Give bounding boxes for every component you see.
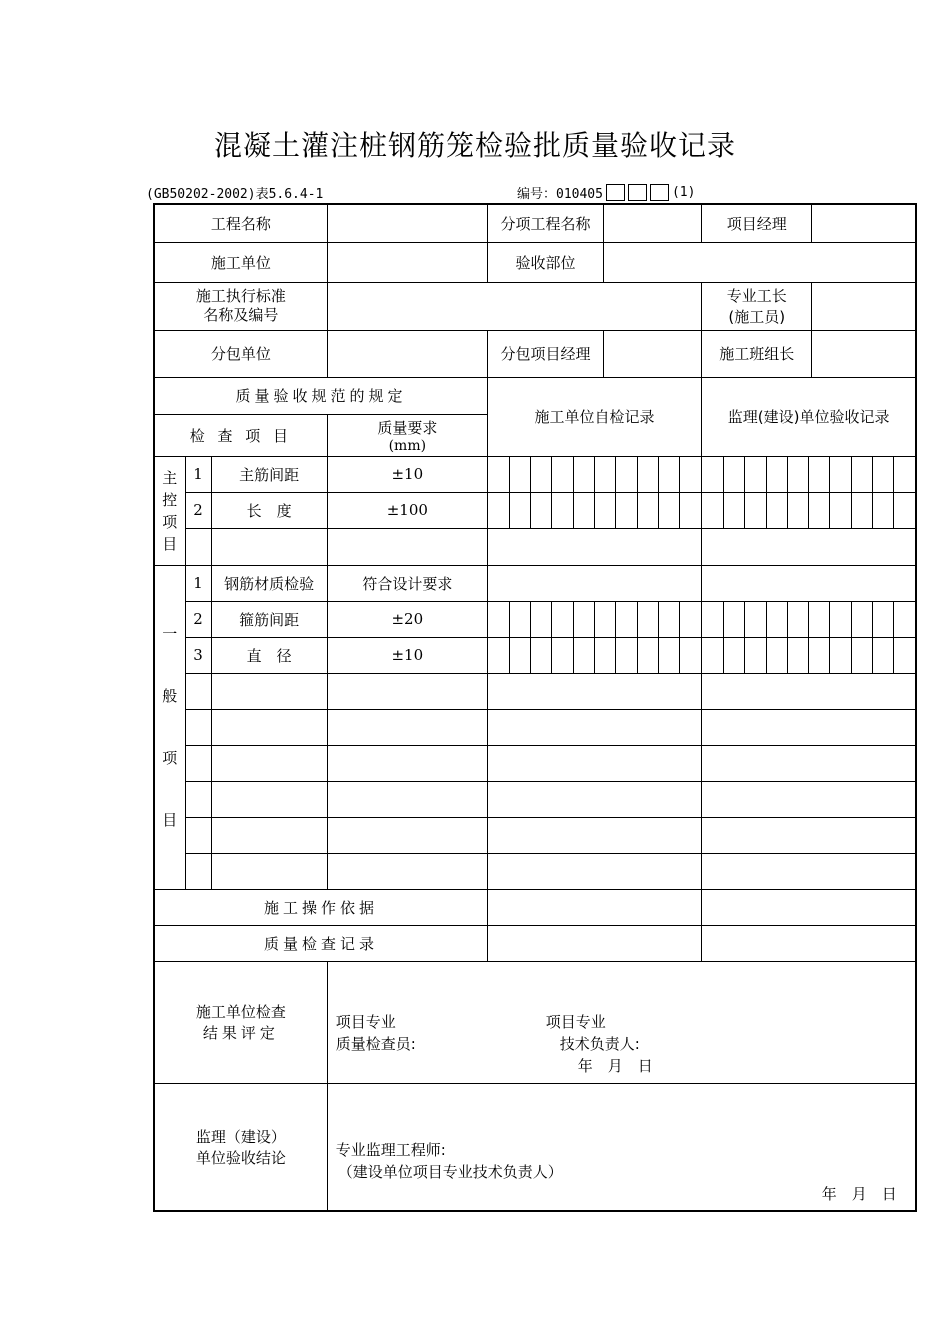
measurement-cell[interactable] xyxy=(830,493,851,528)
empty-cell xyxy=(185,673,211,709)
measurement-cell[interactable] xyxy=(658,638,679,673)
construction-unit-label: 施工单位 xyxy=(154,242,327,282)
measurement-cell[interactable] xyxy=(894,493,915,528)
supervision-check-record[interactable] xyxy=(702,745,916,781)
measurement-cell[interactable] xyxy=(531,457,552,492)
self-check-cells[interactable] xyxy=(487,637,701,673)
empty-cell xyxy=(185,853,211,889)
empty-cell xyxy=(211,709,327,745)
supervision-check-record[interactable] xyxy=(702,528,916,565)
measurement-cell[interactable] xyxy=(658,457,679,492)
measurement-cell[interactable] xyxy=(509,493,530,528)
measurement-cell[interactable] xyxy=(488,493,509,528)
supervision-engineer: 专业监理工程师: xyxy=(335,1140,446,1159)
operation-basis-self[interactable] xyxy=(487,889,701,925)
measurement-cell[interactable] xyxy=(723,493,744,528)
empty-cell xyxy=(327,745,487,781)
measurement-cell[interactable] xyxy=(637,602,658,637)
team-leader-value[interactable] xyxy=(812,330,916,377)
main-item-no-empty xyxy=(185,528,211,565)
sub-manager-label: 分包项目经理 xyxy=(487,330,603,377)
serial-box-2[interactable] xyxy=(628,184,647,201)
supervision-conclusion-content[interactable] xyxy=(327,1083,916,1211)
measurement-cell[interactable] xyxy=(616,602,637,637)
measurement-cell[interactable] xyxy=(809,602,830,637)
measurement-cell[interactable] xyxy=(552,457,573,492)
main-item-no: 2 xyxy=(185,492,211,528)
measurement-cell[interactable] xyxy=(894,602,915,637)
measurement-cell[interactable] xyxy=(488,457,509,492)
measurement-cell[interactable] xyxy=(616,493,637,528)
supervision-check-cells[interactable] xyxy=(702,601,916,637)
measurement-cell[interactable] xyxy=(723,457,744,492)
measurement-grid xyxy=(702,638,915,673)
general-item-requirement: ±20 xyxy=(327,601,487,637)
measurement-cell[interactable] xyxy=(830,602,851,637)
measurement-cell[interactable] xyxy=(573,638,594,673)
general-items-char-2: 般 xyxy=(162,687,178,705)
empty-cell xyxy=(185,709,211,745)
supervision-check-record[interactable] xyxy=(702,709,916,745)
measurement-cell[interactable] xyxy=(594,457,615,492)
measurement-grid xyxy=(488,457,701,492)
measurement-cell[interactable] xyxy=(531,602,552,637)
project-manager-label: 项目经理 xyxy=(702,204,812,242)
owner-representative: （建设单位项目专业技术负责人） xyxy=(337,1162,563,1181)
main-items-label xyxy=(154,456,185,565)
foreman-line1: 专业工长 xyxy=(726,287,787,305)
measurement-cell[interactable] xyxy=(830,638,851,673)
operation-basis-supervision[interactable] xyxy=(702,889,916,925)
inspection-record-label: 质量检查记录 xyxy=(154,925,487,961)
general-items-char-4: 目 xyxy=(162,811,178,829)
measurement-cell[interactable] xyxy=(637,493,658,528)
supervision-check-record[interactable] xyxy=(702,817,916,853)
measurement-cell[interactable] xyxy=(745,602,766,637)
empty-cell xyxy=(211,781,327,817)
measurement-cell[interactable] xyxy=(509,457,530,492)
self-check-cells[interactable] xyxy=(487,456,701,492)
measurement-cell[interactable] xyxy=(809,493,830,528)
measurement-cell[interactable] xyxy=(702,638,723,673)
measurement-cell[interactable] xyxy=(809,457,830,492)
empty-cell xyxy=(211,817,327,853)
team-leader-label: 施工班组长 xyxy=(702,330,812,377)
self-check-record[interactable] xyxy=(487,528,701,565)
quality-requirement-unit: (mm) xyxy=(388,437,427,454)
project-name-label: 工程名称 xyxy=(154,204,327,242)
measurement-cell[interactable] xyxy=(680,493,701,528)
project-manager-value[interactable] xyxy=(812,204,916,242)
general-item-no: 3 xyxy=(185,637,211,673)
construction-eval-line1: 施工单位检查 xyxy=(195,1003,286,1021)
measurement-cell[interactable] xyxy=(616,638,637,673)
foreman-value[interactable] xyxy=(812,282,916,330)
construction-eval-date: 年 月 日 xyxy=(577,1057,653,1075)
measurement-cell[interactable] xyxy=(702,457,723,492)
measurement-cell[interactable] xyxy=(509,638,530,673)
measurement-cell[interactable] xyxy=(594,493,615,528)
check-item-header: 检 查 项 目 xyxy=(154,414,327,456)
self-check-record[interactable] xyxy=(487,817,701,853)
supervision-check-record[interactable] xyxy=(702,853,916,889)
standard-name-line2: 名称及编号 xyxy=(203,306,279,324)
measurement-cell[interactable] xyxy=(894,638,915,673)
measurement-cell[interactable] xyxy=(766,457,787,492)
supervision-check-cells[interactable] xyxy=(702,456,916,492)
general-item-no: 2 xyxy=(185,601,211,637)
serial-suffix: (1) xyxy=(671,185,696,200)
main-items-char-4: 目 xyxy=(162,534,178,553)
supervision-check-cells[interactable] xyxy=(702,637,916,673)
quality-requirement-line1: 质量要求 xyxy=(377,418,438,437)
quality-requirement-header xyxy=(327,414,487,456)
empty-cell xyxy=(327,817,487,853)
measurement-cell[interactable] xyxy=(830,457,851,492)
empty-cell xyxy=(185,745,211,781)
measurement-cell[interactable] xyxy=(658,493,679,528)
spec-title: 质量验收规范的规定 xyxy=(154,377,487,414)
self-check-record[interactable] xyxy=(487,709,701,745)
measurement-cell[interactable] xyxy=(851,638,872,673)
foreman-label xyxy=(702,282,812,330)
self-check-cells[interactable] xyxy=(487,492,701,528)
measurement-cell[interactable] xyxy=(851,602,872,637)
measurement-cell[interactable] xyxy=(637,457,658,492)
general-item-no: 1 xyxy=(185,565,211,601)
tech-manager-line1: 项目专业 xyxy=(545,1013,606,1031)
measurement-cell[interactable] xyxy=(552,602,573,637)
main-item-requirement: ±10 xyxy=(327,456,487,492)
general-item-name: 钢筋材质检验 xyxy=(211,565,327,601)
general-item-requirement: ±10 xyxy=(327,637,487,673)
empty-cell xyxy=(211,673,327,709)
measurement-cell[interactable] xyxy=(745,493,766,528)
empty-cell xyxy=(185,817,211,853)
measurement-cell[interactable] xyxy=(702,602,723,637)
general-items-char-3: 项 xyxy=(162,749,178,767)
supervision-conclusion-label xyxy=(154,1083,327,1211)
measurement-cell[interactable] xyxy=(594,602,615,637)
measurement-cell[interactable] xyxy=(680,638,701,673)
measurement-cell[interactable] xyxy=(766,602,787,637)
measurement-cell[interactable] xyxy=(488,602,509,637)
self-check-record[interactable] xyxy=(487,673,701,709)
measurement-cell[interactable] xyxy=(573,602,594,637)
measurement-cell[interactable] xyxy=(616,457,637,492)
supervision-conclusion-line1: 监理（建设） xyxy=(195,1127,286,1146)
serial-number xyxy=(517,183,695,202)
measurement-cell[interactable] xyxy=(531,493,552,528)
general-item-requirement: 符合设计要求 xyxy=(327,565,487,601)
supervision-check-cells[interactable] xyxy=(702,492,916,528)
measurement-cell[interactable] xyxy=(787,638,808,673)
general-item-name: 箍筋间距 xyxy=(211,601,327,637)
project-name-value[interactable] xyxy=(327,204,487,242)
measurement-cell[interactable] xyxy=(787,457,808,492)
inspector-line1: 项目专业 xyxy=(335,1013,396,1031)
measurement-cell[interactable] xyxy=(723,602,744,637)
measurement-cell[interactable] xyxy=(851,457,872,492)
measurement-cell[interactable] xyxy=(745,457,766,492)
measurement-grid xyxy=(702,457,915,492)
construction-eval-line2: 结果评定 xyxy=(202,1024,279,1042)
main-item-name: 主筋间距 xyxy=(211,456,327,492)
measurement-cell[interactable] xyxy=(766,493,787,528)
general-item-name: 直 径 xyxy=(211,637,327,673)
measurement-cell[interactable] xyxy=(787,493,808,528)
measurement-cell[interactable] xyxy=(872,457,893,492)
measurement-cell[interactable] xyxy=(851,493,872,528)
main-item-requirement-empty xyxy=(327,528,487,565)
main-items-char-1: 主 xyxy=(162,468,178,487)
form-title: 混凝土灌注桩钢筋笼检验批质量验收记录 xyxy=(213,129,736,162)
self-check-cells[interactable] xyxy=(487,601,701,637)
supervision-conclusion-date: 年 月 日 xyxy=(821,1184,897,1203)
self-check-record[interactable] xyxy=(487,853,701,889)
tech-manager-line2: 技术负责人: xyxy=(559,1035,640,1053)
inspector-line2: 质量检查员: xyxy=(335,1035,416,1053)
main-item-name: 长 度 xyxy=(211,492,327,528)
measurement-grid xyxy=(488,602,701,637)
measurement-cell[interactable] xyxy=(809,638,830,673)
measurement-cell[interactable] xyxy=(658,602,679,637)
measurement-cell[interactable] xyxy=(680,602,701,637)
empty-cell xyxy=(327,781,487,817)
subcontractor-value[interactable] xyxy=(327,330,487,377)
measurement-cell[interactable] xyxy=(552,493,573,528)
main-item-name-empty xyxy=(211,528,327,565)
measurement-cell[interactable] xyxy=(894,457,915,492)
inspection-record-supervision[interactable] xyxy=(702,925,916,961)
sub-project-name-label: 分项工程名称 xyxy=(487,204,603,242)
empty-cell xyxy=(327,673,487,709)
main-item-no: 1 xyxy=(185,456,211,492)
foreman-line2: (施工员) xyxy=(728,308,786,326)
measurement-cell[interactable] xyxy=(723,638,744,673)
subcontractor-label: 分包单位 xyxy=(154,330,327,377)
measurement-grid xyxy=(702,493,915,528)
measurement-grid xyxy=(488,638,701,673)
operation-basis-label: 施工操作依据 xyxy=(154,889,487,925)
general-items-char-1: 一 xyxy=(162,625,178,643)
self-check-record[interactable] xyxy=(487,745,701,781)
measurement-grid xyxy=(488,493,701,528)
supervision-check-record[interactable] xyxy=(702,565,916,601)
main-items-char-3: 项 xyxy=(162,512,178,531)
inspection-record-self[interactable] xyxy=(487,925,701,961)
empty-cell xyxy=(211,745,327,781)
measurement-cell[interactable] xyxy=(787,602,808,637)
serial-label: 编号：010405 xyxy=(517,187,603,202)
empty-cell xyxy=(327,709,487,745)
sub-manager-value[interactable] xyxy=(604,330,702,377)
measurement-cell[interactable] xyxy=(702,493,723,528)
serial-box-3[interactable] xyxy=(650,184,669,201)
inspection-form-table xyxy=(153,203,917,1212)
construction-unit-value[interactable] xyxy=(327,242,487,282)
self-check-record[interactable] xyxy=(487,565,701,601)
standard-reference: (GB50202-2002)表5.6.4-1 xyxy=(146,187,324,202)
serial-box-1[interactable] xyxy=(606,184,625,201)
measurement-cell[interactable] xyxy=(594,638,615,673)
measurement-cell[interactable] xyxy=(766,638,787,673)
construction-eval-content[interactable] xyxy=(327,961,916,1083)
standard-name-line1: 施工执行标准 xyxy=(195,287,286,305)
measurement-cell[interactable] xyxy=(573,493,594,528)
main-item-requirement: ±100 xyxy=(327,492,487,528)
measurement-cell[interactable] xyxy=(745,638,766,673)
main-items-char-2: 控 xyxy=(162,490,178,509)
empty-cell xyxy=(185,781,211,817)
supervision-check-record[interactable] xyxy=(702,673,916,709)
empty-cell xyxy=(327,853,487,889)
supervision-check-header: 监理(建设)单位验收记录 xyxy=(702,377,916,456)
measurement-cell[interactable] xyxy=(573,457,594,492)
measurement-cell[interactable] xyxy=(872,638,893,673)
self-check-record[interactable] xyxy=(487,781,701,817)
measurement-cell[interactable] xyxy=(552,638,573,673)
acceptance-part-value[interactable] xyxy=(604,242,916,282)
measurement-cell[interactable] xyxy=(872,493,893,528)
measurement-cell[interactable] xyxy=(872,602,893,637)
standard-name-label xyxy=(154,282,327,330)
measurement-cell[interactable] xyxy=(637,638,658,673)
supervision-conclusion-line2: 单位验收结论 xyxy=(195,1148,286,1167)
measurement-grid xyxy=(702,602,915,637)
standard-name-value[interactable] xyxy=(327,282,701,330)
supervision-check-record[interactable] xyxy=(702,781,916,817)
general-items-label xyxy=(154,565,185,889)
acceptance-part-label: 验收部位 xyxy=(487,242,603,282)
empty-cell xyxy=(211,853,327,889)
measurement-cell[interactable] xyxy=(509,602,530,637)
self-check-header: 施工单位自检记录 xyxy=(487,377,701,456)
measurement-cell[interactable] xyxy=(680,457,701,492)
measurement-cell[interactable] xyxy=(531,638,552,673)
construction-eval-label xyxy=(154,961,327,1083)
measurement-cell[interactable] xyxy=(488,638,509,673)
sub-project-name-value[interactable] xyxy=(604,204,702,242)
